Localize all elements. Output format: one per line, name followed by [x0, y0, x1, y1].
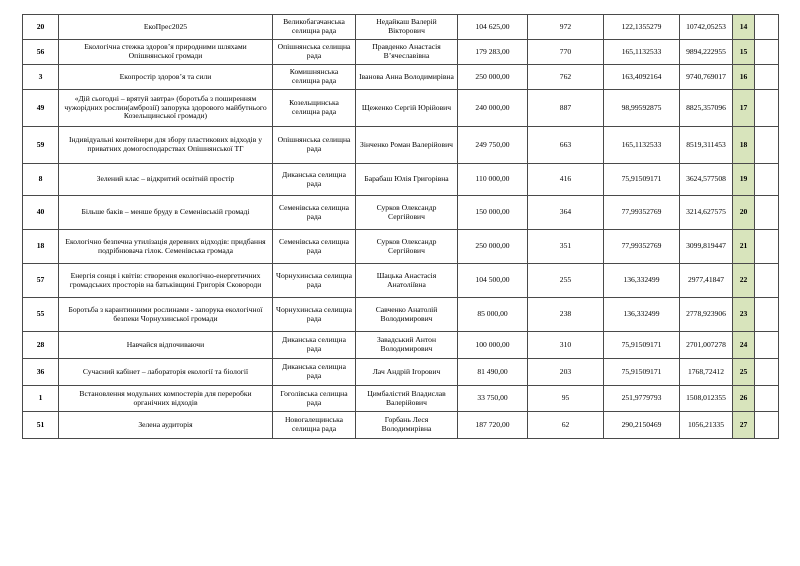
result-score: 3214,627575 [680, 196, 733, 230]
votes: 238 [528, 298, 604, 332]
votes: 887 [528, 90, 604, 127]
project-id: 55 [23, 298, 59, 332]
project-name: Індивідуальні контейнери для збору пластикових відходів у приватних домогосподарствах Опішнянської ТГ [59, 127, 273, 164]
result-score: 2977,41847 [680, 264, 733, 298]
author: Шацька Анастасія Анатоліївна [356, 264, 458, 298]
community: Диканська селищна рада [273, 359, 356, 386]
result-score: 9740,769017 [680, 65, 733, 90]
coefficient: 163,4092164 [604, 65, 680, 90]
project-name: Енергія сонця і квітів: створення екологічно-енергетичних громадських просторів на батьківщині Григорія Сковороди [59, 264, 273, 298]
result-score: 9894,222955 [680, 40, 733, 65]
project-sum: 104 500,00 [458, 264, 528, 298]
blank-cell [755, 196, 779, 230]
project-id: 3 [23, 65, 59, 90]
project-id: 1 [23, 386, 59, 412]
blank-cell [755, 40, 779, 65]
project-sum: 104 625,00 [458, 15, 528, 40]
community: Новогалещинська селищна рада [273, 412, 356, 439]
table-row [23, 164, 779, 196]
author: Цимбалістий Владислав Валерійович [356, 386, 458, 412]
community: Семенівська селищна рада [273, 230, 356, 264]
coefficient: 98,99592875 [604, 90, 680, 127]
rank: 25 [733, 359, 755, 386]
project-id: 36 [23, 359, 59, 386]
project-name: Зелений клас – відкритий освітній простір [59, 164, 273, 196]
coefficient: 165,1132533 [604, 40, 680, 65]
project-sum: 100 000,00 [458, 332, 528, 359]
blank-cell [755, 359, 779, 386]
project-sum: 187 720,00 [458, 412, 528, 439]
table-row [23, 40, 779, 65]
project-id: 20 [23, 15, 59, 40]
project-sum: 179 283,00 [458, 40, 528, 65]
author: Недайкаш Валерій Вікторович [356, 15, 458, 40]
project-sum: 33 750,00 [458, 386, 528, 412]
result-score: 2778,923906 [680, 298, 733, 332]
table-row [23, 90, 779, 127]
community: Чорнухинська селищна рада [273, 264, 356, 298]
author: Барабаш Юлія Григорівна [356, 164, 458, 196]
project-sum: 85 000,00 [458, 298, 528, 332]
author: Щеженко Сергій Юрійович [356, 90, 458, 127]
table-row [23, 386, 779, 412]
author: Лач Андрій Ігорович [356, 359, 458, 386]
table-row [23, 359, 779, 386]
table-row [23, 264, 779, 298]
result-score: 3099,819447 [680, 230, 733, 264]
votes: 203 [528, 359, 604, 386]
author: Завадський Антон Володимирович [356, 332, 458, 359]
rank: 14 [733, 15, 755, 40]
coefficient: 75,91509171 [604, 164, 680, 196]
blank-cell [755, 412, 779, 439]
rank: 17 [733, 90, 755, 127]
rank: 19 [733, 164, 755, 196]
blank-cell [755, 332, 779, 359]
rank: 27 [733, 412, 755, 439]
community: Козельщинська селищна рада [273, 90, 356, 127]
votes: 663 [528, 127, 604, 164]
votes: 95 [528, 386, 604, 412]
community: Семенівська селищна рада [273, 196, 356, 230]
coefficient: 75,91509171 [604, 359, 680, 386]
project-sum: 250 000,00 [458, 230, 528, 264]
votes: 351 [528, 230, 604, 264]
blank-cell [755, 230, 779, 264]
project-id: 56 [23, 40, 59, 65]
coefficient: 77,99352769 [604, 196, 680, 230]
votes: 364 [528, 196, 604, 230]
coefficient: 136,332499 [604, 298, 680, 332]
rank: 22 [733, 264, 755, 298]
project-name: Зелена аудиторія [59, 412, 273, 439]
votes: 62 [528, 412, 604, 439]
project-id: 40 [23, 196, 59, 230]
community: Диканська селищна рада [273, 332, 356, 359]
community: Опішнянська селищна рада [273, 40, 356, 65]
project-id: 28 [23, 332, 59, 359]
rank: 21 [733, 230, 755, 264]
table-row [23, 127, 779, 164]
coefficient: 122,1355279 [604, 15, 680, 40]
rank: 23 [733, 298, 755, 332]
coefficient: 75,91509171 [604, 332, 680, 359]
project-name: Навчайся відпочиваючи [59, 332, 273, 359]
table-row [23, 65, 779, 90]
project-id: 49 [23, 90, 59, 127]
blank-cell [755, 264, 779, 298]
community: Комишнянська селищна рада [273, 65, 356, 90]
result-score: 3624,577508 [680, 164, 733, 196]
project-name: Екологічно безпечна утилізація деревних відходів: придбання подрібнювача гілок. Семенівська громада [59, 230, 273, 264]
project-name: Боротьба з карантинними рослинами - запорука екологічної безпеки Чорнухинської громади [59, 298, 273, 332]
author: Іванова Анна Володимирівна [356, 65, 458, 90]
result-score: 1508,012355 [680, 386, 733, 412]
rank: 20 [733, 196, 755, 230]
blank-cell [755, 127, 779, 164]
result-score: 1056,21335 [680, 412, 733, 439]
project-id: 8 [23, 164, 59, 196]
coefficient: 165,1132533 [604, 127, 680, 164]
community: Диканська селищна рада [273, 164, 356, 196]
project-name: Екологічна стежка здоров’я природними шляхами Опішнянської громади [59, 40, 273, 65]
rank: 16 [733, 65, 755, 90]
project-sum: 249 750,00 [458, 127, 528, 164]
votes: 770 [528, 40, 604, 65]
blank-cell [755, 15, 779, 40]
result-score: 8825,357096 [680, 90, 733, 127]
project-name: Екопростір здоров’я та сили [59, 65, 273, 90]
blank-cell [755, 65, 779, 90]
project-sum: 250 000,00 [458, 65, 528, 90]
results-table [22, 14, 779, 439]
blank-cell [755, 90, 779, 127]
coefficient: 77,99352769 [604, 230, 680, 264]
author: Правденко Анастасія В’ячеславівна [356, 40, 458, 65]
rank: 15 [733, 40, 755, 65]
table-row [23, 196, 779, 230]
table-row [23, 332, 779, 359]
community: Чорнухинська селищна рада [273, 298, 356, 332]
blank-cell [755, 386, 779, 412]
result-score: 8519,311453 [680, 127, 733, 164]
project-name: Сучасний кабінет – лабораторія екології та біології [59, 359, 273, 386]
table-row [23, 15, 779, 40]
project-sum: 240 000,00 [458, 90, 528, 127]
author: Сурков Олександр Сергійович [356, 230, 458, 264]
project-id: 59 [23, 127, 59, 164]
table-body [23, 15, 779, 439]
project-id: 57 [23, 264, 59, 298]
rank: 18 [733, 127, 755, 164]
votes: 310 [528, 332, 604, 359]
table-row [23, 412, 779, 439]
project-id: 51 [23, 412, 59, 439]
community: Опішнянська селищна рада [273, 127, 356, 164]
rank: 24 [733, 332, 755, 359]
blank-cell [755, 164, 779, 196]
author: Зінченко Роман Валерійович [356, 127, 458, 164]
coefficient: 136,332499 [604, 264, 680, 298]
coefficient: 290,2150469 [604, 412, 680, 439]
project-name: «Дій сьогодні – врятуй завтра» (боротьба з поширенням чужорідних рослин(амброзії) запорука здорового майбутнього Козельщинської громади) [59, 90, 273, 127]
project-sum: 110 000,00 [458, 164, 528, 196]
project-name: ЕкоПрес2025 [59, 15, 273, 40]
table-row [23, 230, 779, 264]
table-row [23, 298, 779, 332]
result-score: 2701,007278 [680, 332, 733, 359]
project-sum: 150 000,00 [458, 196, 528, 230]
author: Горбань Леся Володимирівна [356, 412, 458, 439]
votes: 762 [528, 65, 604, 90]
result-score: 1768,72412 [680, 359, 733, 386]
community: Гоголівська селищна рада [273, 386, 356, 412]
blank-cell [755, 298, 779, 332]
community: Великобагачанська селищна рада [273, 15, 356, 40]
project-name: Більше баків – менше бруду в Семенівській громаді [59, 196, 273, 230]
project-sum: 81 490,00 [458, 359, 528, 386]
project-id: 18 [23, 230, 59, 264]
votes: 416 [528, 164, 604, 196]
author: Савченко Анатолій Володимирович [356, 298, 458, 332]
votes: 255 [528, 264, 604, 298]
project-name: Встановлення модульних компостерів для переробки органічних відходів [59, 386, 273, 412]
coefficient: 251,9779793 [604, 386, 680, 412]
votes: 972 [528, 15, 604, 40]
result-score: 10742,05253 [680, 15, 733, 40]
author: Сурков Олександр Сергійович [356, 196, 458, 230]
rank: 26 [733, 386, 755, 412]
